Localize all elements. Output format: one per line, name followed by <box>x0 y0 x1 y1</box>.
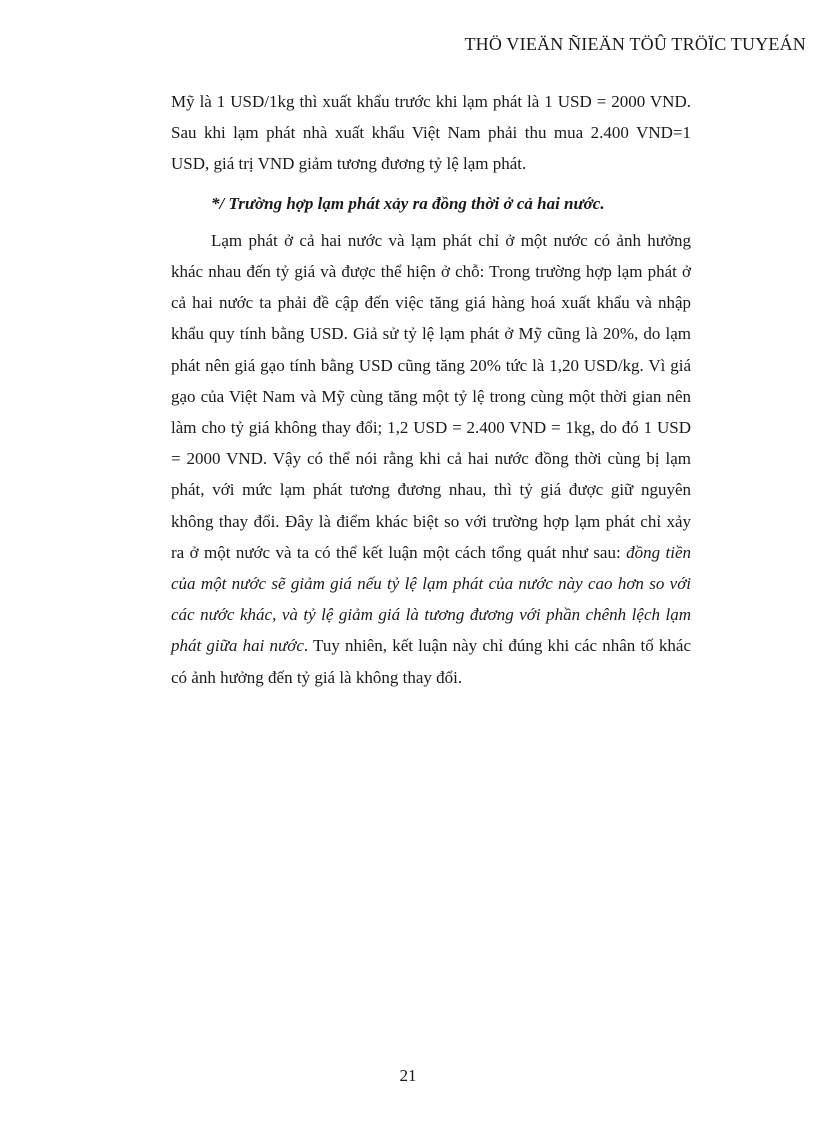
page-header: THÖ VIEÄN ÑIEÄN TÖÛ TRÖÏC TUYEÁN <box>464 34 806 54</box>
paragraph-text: Lạm phát ở cả hai nước và lạm phát chỉ ở một nước có ảnh hưởng khác nhau đến tỷ giá và được thể hiện ở chỗ: Trong trường hợp lạm phát ở cả hai nước ta phải đề cập đến việc tăng giá hàng hoá xuất khẩu và nhập khẩu quy tính bằng USD. Giả sử tỷ lệ lạm phát ở Mỹ cũng là 20%, do lạm phát nên giá gạo tính bằng USD cũng tăng 20% tức là 1,20 USD/kg. Vì giá gạo của Việt Nam và Mỹ cùng tăng một tỷ lệ trong cùng một thời gian nên làm cho tỷ giá không thay đổi; 1,2 USD = 2.400 VND = 1kg, do đó 1 USD = 2000 VND. Vậy có thể nói rằng khi cả hai nước đồng thời cùng bị lạm phát, với mức lạm phát tương đương nhau, thì tỷ giá được giữ nguyên không thay đổi. Đây là điểm khác biệt so với trường hợp lạm phát chỉ xảy ra ở một nước và ta có thể kết luận một cách tổng quát như sau: <box>171 230 691 562</box>
paragraph-main <box>171 225 691 693</box>
paragraph-continuation: Mỹ là 1 USD/1kg thì xuất khẩu trước khi lạm phát là 1 USD = 2000 VND. Sau khi lạm phát nhà xuất khẩu Việt Nam phải thu mua 2.400 VND=1 USD, giá trị VND giảm tương đương tỷ lệ lạm phát. <box>171 92 691 174</box>
section-heading: */ Trường hợp lạm phát xảy ra đồng thời ở cả hai nước. <box>211 193 605 213</box>
page-number: 21 <box>399 1066 417 1085</box>
paragraph-emphasis: đồng tiền của một nước sẽ giảm giá nếu tỷ lệ lạm phát của nước này cao hơn so với các nước khác, và tỷ lệ giảm giá là tương đương với phần chênh lệch lạm phát giữa hai nước <box>171 542 691 656</box>
document-body <box>171 86 691 693</box>
paragraph-ending: . Tuy nhiên, kết luận này chỉ đúng khi các nhân tố khác có ảnh hưởng đến tỷ giá là không thay đổi. <box>171 636 691 687</box>
